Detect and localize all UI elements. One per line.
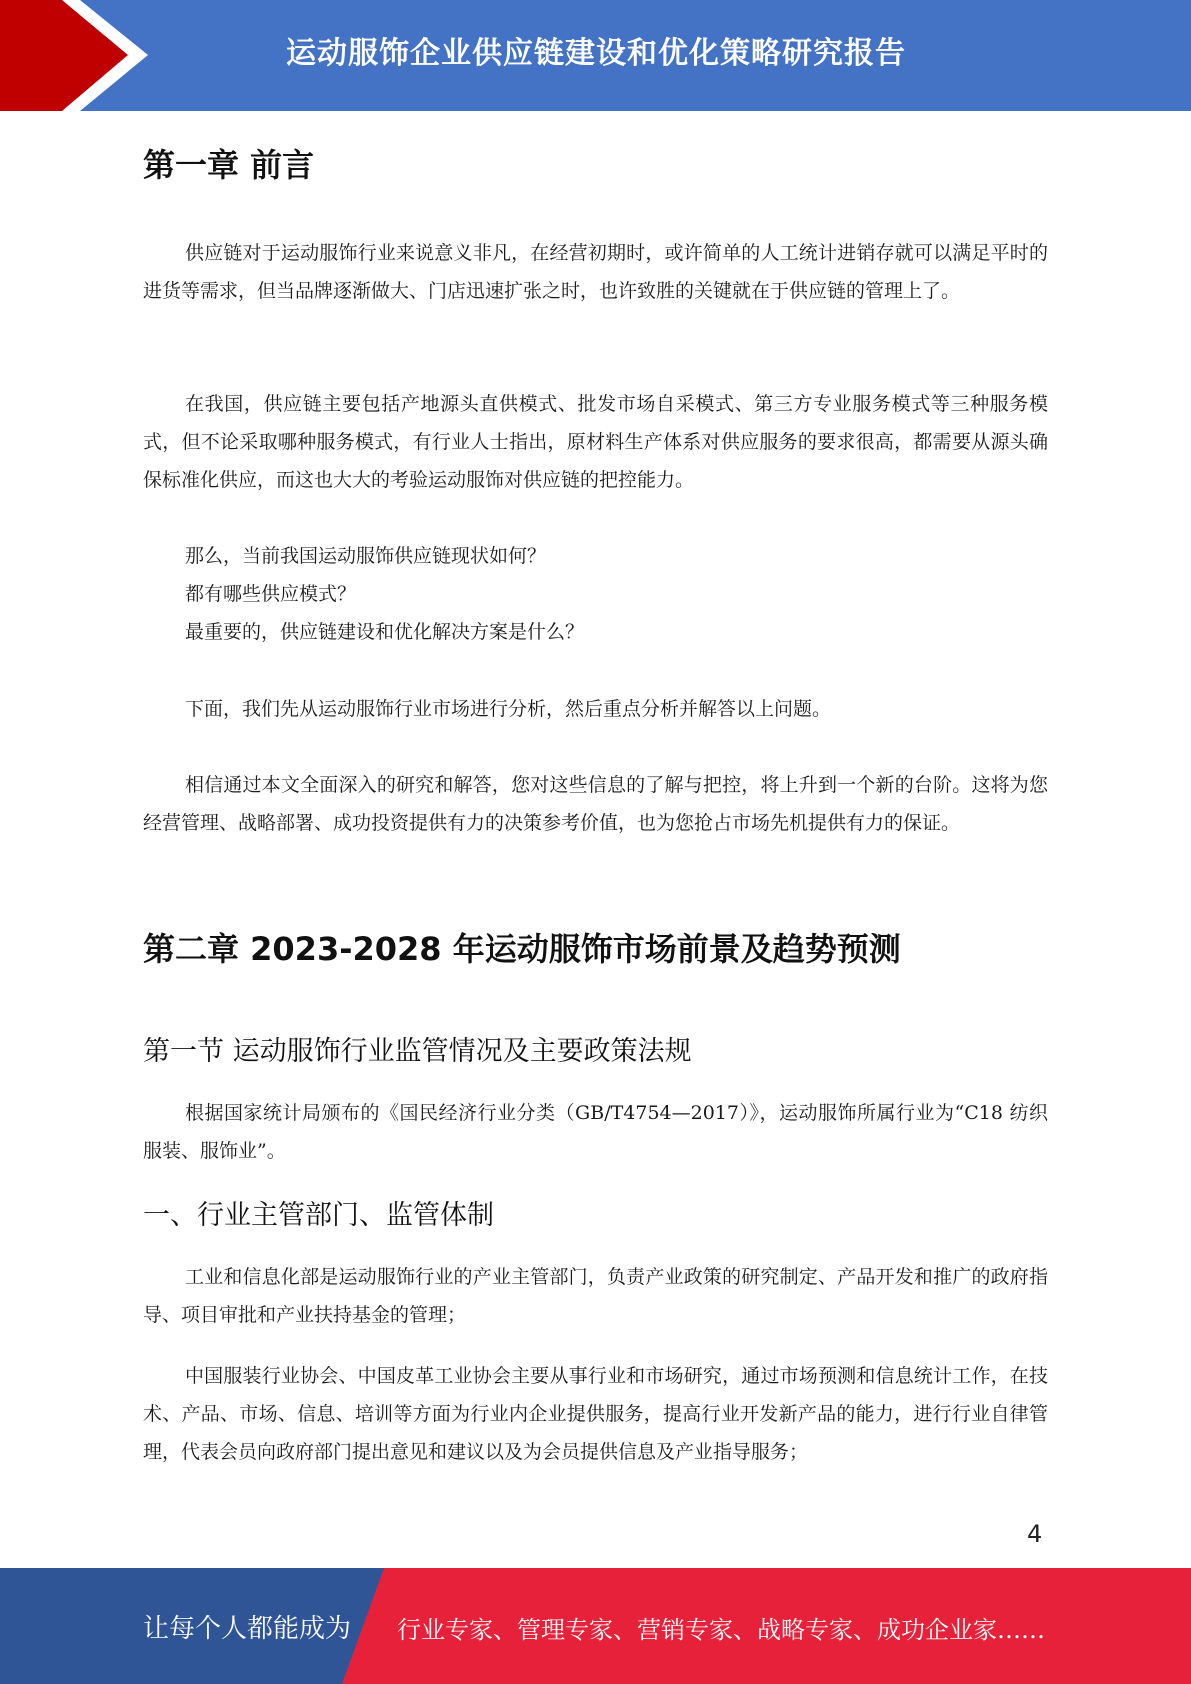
footer-band <box>0 1568 1191 1684</box>
chapter-1-heading: 第一章 前言 <box>143 146 315 184</box>
chapter-1-paragraph-1: 供应链对于运动服饰行业来说意义非凡，在经营初期时，或许简单的人工统计进销存就可以满足平时的进货等需求，但当品牌逐渐做大、门店迅速扩张之时，也许致胜的关键就在于供应链的管理上了。 <box>143 242 1048 302</box>
question-3: 最重要的，供应链建设和优化解决方案是什么？ <box>185 621 585 643</box>
chevron-arrow-icon <box>0 0 160 111</box>
subsection-1-paragraph-2: 中国服装行业协会、中国皮革工业协会主要从事行业和市场研究，通过市场预测和信息统计工作，在技术、产品、市场、信息、培训等方面为行业内企业提供服务，提高行业开发新产品的能力，进行行业自律管理，代表会员向政府部门提出意见和建议以及为会员提供信息及产业指导服务； <box>143 1365 1048 1463</box>
footer-slogan-left: 让每个人都能成为 <box>143 1614 352 1644</box>
footer-slogan-right: 行业专家、管理专家、营销专家、战略专家、成功企业家…… <box>397 1616 1045 1644</box>
chapter-1-paragraph-3: 下面，我们先从运动服饰行业市场进行分析，然后重点分析并解答以上问题。 <box>185 698 832 720</box>
section-1-heading: 第一节 运动服饰行业监管情况及主要政策法规 <box>143 1036 692 1067</box>
subsection-1-paragraph-1: 工业和信息化部是运动服饰行业的产业主管部门，负责产业政策的研究制定、产品开发和推广的政府指导、项目审批和产业扶持基金的管理； <box>143 1266 1048 1326</box>
chapter-1-paragraph-4: 相信通过本文全面深入的研究和解答，您对这些信息的了解与把控，将上升到一个新的台阶。这将为您经营管理、战略部署、成功投资提供有力的决策参考价值，也为您抢占市场先机提供有力的保证。 <box>143 774 1048 834</box>
report-title: 运动服饰企业供应链建设和优化策略研究报告 <box>286 36 906 71</box>
chapter-1-paragraph-2: 在我国，供应链主要包括产地源头直供模式、批发市场自采模式、第三方专业服务模式等三种服务模式，但不论采取哪种服务模式，有行业人士指出，原材料生产体系对供应服务的要求很高，都需要从源头确保标准化供应，而这也大大的考验运动服饰对供应链的把控能力。 <box>143 393 1048 491</box>
question-1: 那么，当前我国运动服饰供应链现状如何？ <box>185 545 547 567</box>
subsection-1-heading: 一、行业主管部门、监管体制 <box>143 1200 494 1231</box>
page-number: 4 <box>1027 1520 1043 1548</box>
report-header-band <box>0 0 1191 111</box>
question-2: 都有哪些供应模式？ <box>185 583 357 605</box>
section-1-paragraph-1: 根据国家统计局颁布的《国民经济行业分类（GB/T4754—2017）》，运动服饰所属行业为“C18 纺织服装、服饰业”。 <box>143 1102 1048 1162</box>
chapter-2-heading: 第二章 2023-2028 年运动服饰市场前景及趋势预测 <box>143 930 901 968</box>
